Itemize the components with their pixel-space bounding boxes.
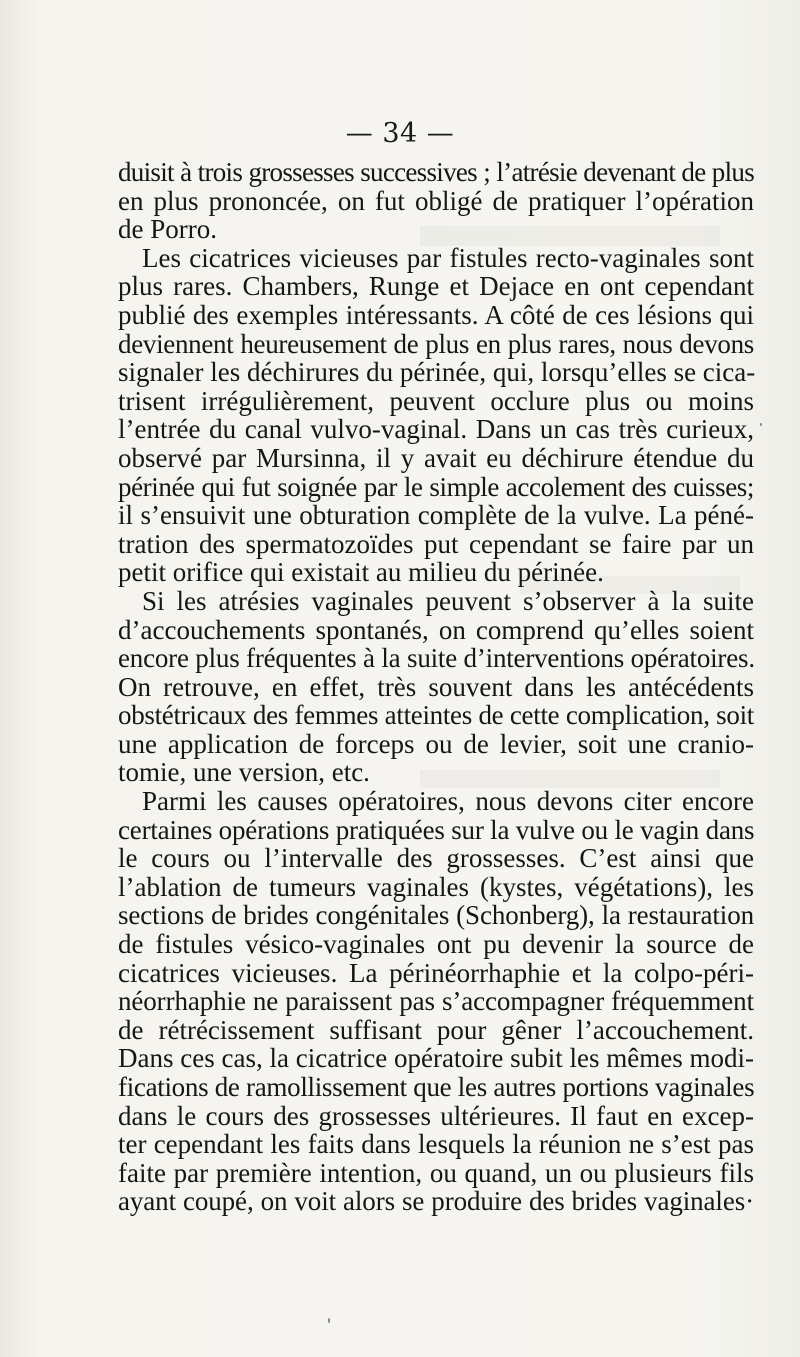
text-line: obstétricaux des femmes atteintes de cette complication, soit xyxy=(118,700,754,731)
text-line: Dans ces cas, la cicatrice opératoire subit les mêmes modi- xyxy=(118,1043,754,1074)
text-line: de rétrécissement suffisant pour gêner l’accouchement. xyxy=(118,1014,754,1045)
text-line: dans le cours des grossesses ultérieures. Il faut en excep- xyxy=(118,1100,754,1131)
body-text xyxy=(118,158,754,1216)
text-line: de fistules vésico-vaginales ont pu devenir la source de xyxy=(118,929,754,960)
text-line: ayant coupé, on voit alors se produire des brides vaginales· xyxy=(118,1186,754,1217)
text-line: faite par première intention, ou quand, un ou plusieurs fils xyxy=(118,1157,754,1188)
text-line: il s’ensuivit une obturation complète de la vulve. La péné- xyxy=(118,500,754,531)
text-line: duisit à trois grossesses successives ; l’atrésie devenant de plus xyxy=(118,157,754,187)
text-line: d’accouchements spontanés, on comprend qu’elles soient xyxy=(118,614,754,645)
text-line: tomie, une version, etc. xyxy=(118,757,370,788)
text-line: une application de forceps ou de levier, soit une cranio- xyxy=(118,728,754,759)
text-line: périnée qui fut soignée par le simple accolement des cuisses; xyxy=(118,471,754,502)
text-line: plus rares. Chambers, Runge et Dejace en ont cependant xyxy=(118,271,754,302)
text-line: néorrhaphie ne paraissent pas s’accompagner fréquemment xyxy=(118,986,754,1017)
text-line: l’ablation de tumeurs vaginales (kystes, végétations), les xyxy=(118,871,754,902)
text-line: On retrouve, en effet, très souvent dans les antécédents xyxy=(118,671,754,702)
text-line: sections de brides congénitales (Schonberg), la restauration xyxy=(118,900,754,931)
text-line: observé par Mursinna, il y avait eu déchirure étendue du xyxy=(118,442,754,473)
text-line: Les cicatrices vicieuses par fistules recto-vaginales sont xyxy=(142,242,754,273)
ink-speck xyxy=(760,423,762,426)
text-line: ter cependant les faits dans lesquels la réunion ne s’est pas xyxy=(118,1129,754,1160)
text-line: encore plus fréquentes à la suite d’interventions opératoires. xyxy=(118,643,755,674)
text-line: de Porro. xyxy=(118,214,217,245)
text-line: deviennent heureusement de plus en plus rares, nous devons xyxy=(118,328,754,359)
text-line: Si les atrésies vaginales peuvent s’observer à la suite xyxy=(142,585,754,616)
text-line: Parmi les causes opératoires, nous devons citer encore xyxy=(142,786,754,817)
text-line: signaler les déchirures du périnée, qui, lorsqu’elles se cica- xyxy=(118,357,756,388)
text-line: fications de ramollissement que les autres portions vaginales xyxy=(118,1072,755,1102)
ink-speck xyxy=(328,1318,330,1323)
page-number: — 34 — xyxy=(345,118,455,149)
text-line: publié des exemples intéressants. A côté de ces lésions qui xyxy=(118,299,754,330)
text-line: trisent irrégulièrement, peuvent occlure plus ou moins xyxy=(118,385,754,416)
text-line: en plus prononcée, on fut obligé de pratiquer l’opération xyxy=(118,185,754,216)
text-line: le cours ou l’intervalle des grossesses. C’est ainsi que xyxy=(118,843,754,874)
text-line: certaines opérations pratiquées sur la vulve ou le vagin dans xyxy=(118,814,755,845)
text-line: petit orifice qui existait au milieu du périnée. xyxy=(118,557,604,588)
text-line: cicatrices vicieuses. La périnéorrhaphie et la colpo-péri- xyxy=(118,957,754,988)
text-line: tration des spermatozoïdes put cependant se faire par un xyxy=(118,528,754,559)
text-line: l’entrée du canal vulvo-vaginal. Dans un cas très curieux, xyxy=(118,414,754,445)
